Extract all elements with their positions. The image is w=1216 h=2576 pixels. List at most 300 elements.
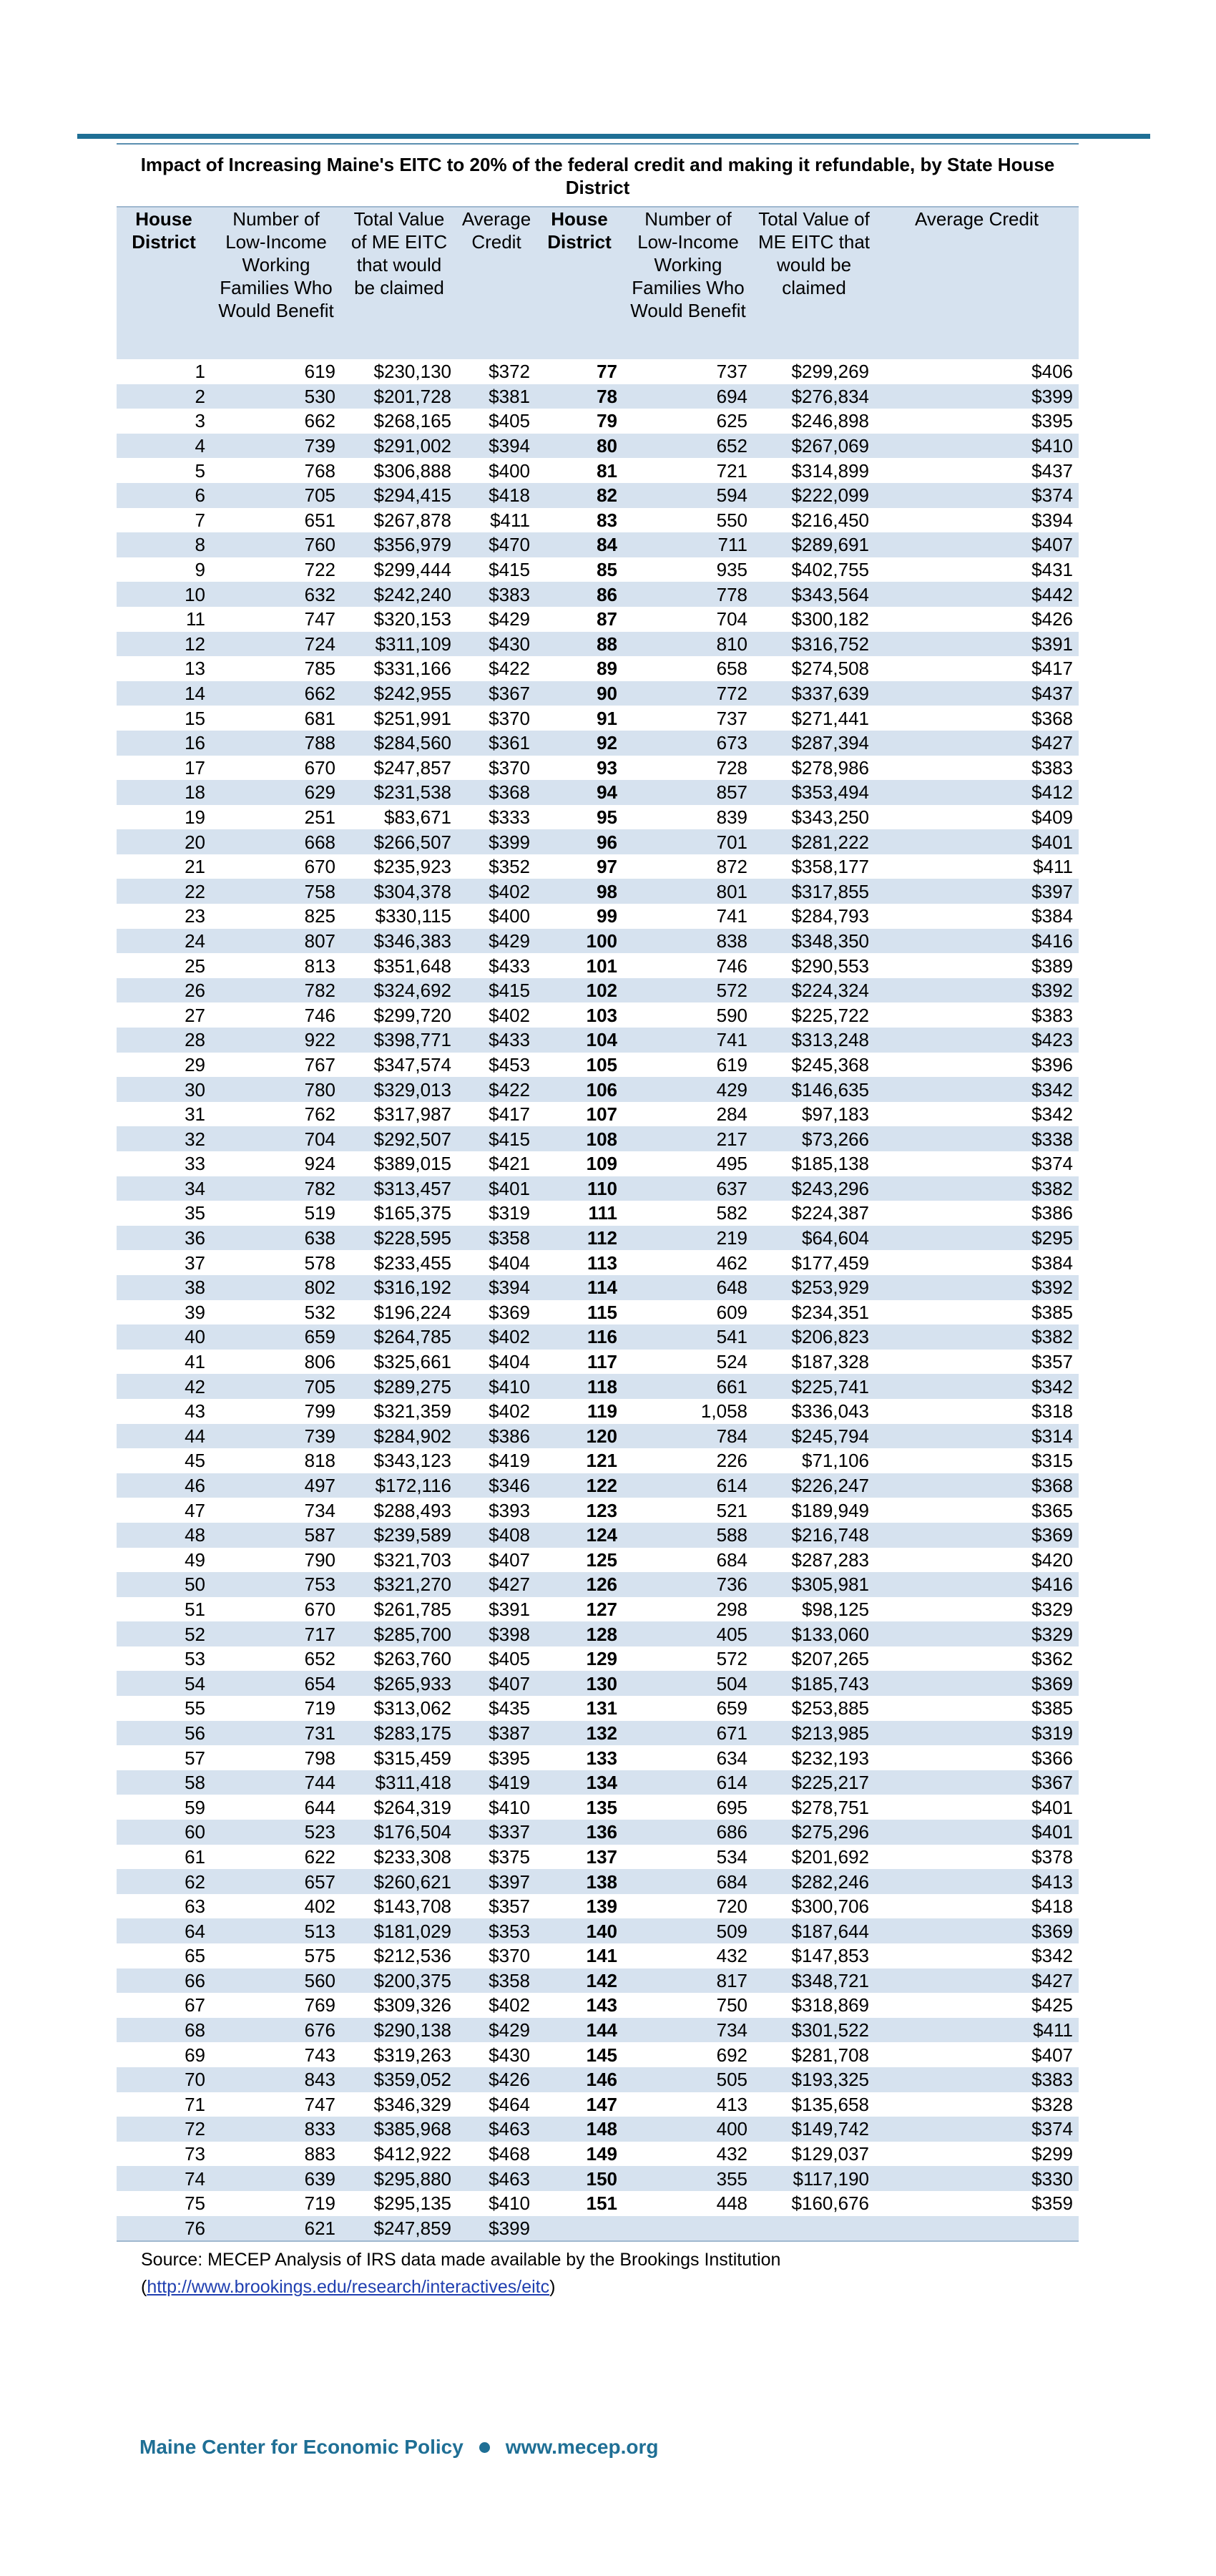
table-row	[117, 1053, 1079, 1078]
cell-average-credit-2: $342	[875, 1077, 1079, 1102]
cell-district: 28	[117, 1028, 211, 1053]
cell-district-2: 124	[536, 1523, 623, 1548]
table-row	[117, 1498, 1079, 1523]
cell-average-credit-2	[875, 2216, 1079, 2242]
cell-families-2: 734	[623, 2018, 753, 2043]
cell-average-credit-2: $367	[875, 1770, 1079, 1795]
cell-district: 36	[117, 1226, 211, 1251]
table-row	[117, 1993, 1079, 2018]
cell-total-value: $83,671	[384, 806, 451, 828]
col-header-house-district: House District	[117, 207, 211, 359]
cell-district-2: 96	[536, 829, 623, 854]
cell-total-value-2: $98,125	[802, 1598, 869, 1620]
cell-families-2: 582	[716, 1202, 747, 1224]
cell-district-2: 90	[536, 681, 623, 706]
cell-average-credit: $402	[457, 879, 536, 904]
cell-average-credit: $391	[489, 1598, 530, 1620]
cell-average-credit-2: $417	[1031, 658, 1073, 680]
cell-families: 670	[304, 756, 335, 779]
cell-average-credit-2: $374	[875, 483, 1079, 508]
cell-total-value: $292,507	[341, 1126, 457, 1151]
cell-families: 722	[304, 559, 335, 581]
cell-average-credit-2: $413	[875, 1869, 1079, 1894]
cell-total-value-2: $216,450	[791, 509, 869, 531]
cell-families: 676	[211, 2018, 341, 2043]
cell-total-value: $294,415	[341, 483, 457, 508]
table-row	[117, 458, 1079, 483]
cell-district: 17	[185, 756, 205, 779]
cell-total-value: $291,002	[341, 434, 457, 459]
cell-families: 813	[304, 955, 335, 977]
cell-total-value-2: $299,269	[791, 361, 869, 383]
cell-average-credit-2: $437	[875, 681, 1079, 706]
cell-average-credit-2: $391	[875, 632, 1079, 657]
cell-average-credit: $383	[457, 582, 536, 607]
cell-families: 668	[211, 829, 341, 854]
cell-district-2: 114	[536, 1275, 623, 1300]
cell-families-2: 625	[716, 410, 747, 432]
cell-district: 7	[195, 509, 205, 531]
cell-district-2: 106	[536, 1077, 623, 1102]
cell-district-2: 134	[536, 1770, 623, 1795]
cell-families-2: 704	[716, 608, 747, 630]
cell-total-value: $288,493	[373, 1499, 451, 1521]
cell-total-value: $251,991	[373, 707, 451, 729]
source-text: Source: MECEP Analysis of IRS data made available by the Brookings Institution	[141, 2250, 781, 2270]
table-row	[117, 632, 1079, 657]
cell-average-credit-2: $385	[1031, 1301, 1073, 1323]
cell-total-value: $347,574	[373, 1053, 451, 1075]
cell-average-credit: $401	[457, 1176, 536, 1201]
cell-average-credit-2: $442	[875, 582, 1079, 607]
cell-total-value-2: $206,823	[753, 1324, 875, 1350]
cell-district: 15	[185, 707, 205, 729]
cell-average-credit-2: $342	[875, 1374, 1079, 1399]
cell-district-2: 130	[536, 1671, 623, 1696]
cell-total-value: $233,455	[373, 1252, 451, 1274]
cell-families-2: 695	[716, 1796, 747, 1818]
cell-district: 37	[185, 1252, 205, 1274]
cell-families: 251	[304, 806, 335, 828]
cell-families-2: 817	[623, 1968, 753, 1994]
cell-total-value: $201,728	[341, 384, 457, 409]
cell-average-credit-2: $295	[875, 1226, 1079, 1251]
cell-total-value: $143,708	[373, 1896, 451, 1918]
cell-average-credit: $399	[457, 2216, 536, 2242]
cell-district: 63	[185, 1896, 205, 1918]
cell-average-credit-2: $411	[1033, 856, 1073, 878]
cell-total-value-2: $289,691	[753, 532, 875, 557]
cell-district: 55	[185, 1697, 205, 1719]
cell-families-2: 741	[716, 905, 747, 927]
cell-average-credit-2: $389	[1031, 955, 1073, 977]
cell-average-credit: $410	[489, 1796, 530, 1818]
cell-district-2: 102	[536, 978, 623, 1003]
cell-average-credit: $357	[489, 1896, 530, 1918]
cell-families: 523	[211, 1820, 341, 1845]
table-row	[117, 1943, 1079, 1968]
cell-families-2: 614	[623, 1473, 753, 1498]
cell-district-2: 84	[536, 532, 623, 557]
cell-total-value-2: $287,283	[791, 1548, 869, 1571]
cell-district-2: 145	[586, 2044, 617, 2066]
cell-average-credit: $433	[489, 955, 530, 977]
cell-families: 670	[304, 856, 335, 878]
cell-total-value: $299,444	[373, 559, 451, 581]
cell-average-credit-2: $383	[875, 2067, 1079, 2092]
cell-families: 769	[304, 1994, 335, 2016]
cell-total-value-2: $187,644	[753, 1918, 875, 1943]
cell-families: 575	[304, 1945, 335, 1967]
cell-district-2: 100	[536, 929, 623, 954]
cell-average-credit: $430	[457, 632, 536, 657]
cell-average-credit-2: $426	[1031, 608, 1073, 630]
table-row	[117, 2117, 1079, 2142]
cell-average-credit-2: $394	[1031, 509, 1073, 531]
cell-families-2: 462	[716, 1252, 747, 1274]
cell-district-2: 115	[587, 1301, 617, 1323]
cell-district: 53	[185, 1648, 205, 1670]
cell-total-value: $247,859	[341, 2216, 457, 2242]
cell-average-credit-2: $386	[1031, 1202, 1073, 1224]
source-link-open: (	[141, 2277, 147, 2298]
cell-total-value-2: $193,325	[753, 2067, 875, 2092]
cell-families-2: 405	[623, 1621, 753, 1646]
table-row	[117, 1770, 1079, 1795]
cell-district: 16	[117, 731, 211, 756]
cell-total-value: $313,062	[373, 1697, 451, 1719]
cell-families-2: 504	[623, 1671, 753, 1696]
cell-total-value-2: $185,743	[753, 1671, 875, 1696]
table-row	[117, 1126, 1079, 1151]
cell-average-credit: $429	[457, 2018, 536, 2043]
table-row	[117, 1275, 1079, 1300]
cell-total-value-2: $300,706	[791, 1896, 869, 1918]
cell-district-2: 81	[597, 459, 617, 482]
cell-families-2: 495	[716, 1153, 747, 1175]
cell-total-value-2: $271,441	[791, 707, 869, 729]
cell-total-value: $346,383	[341, 929, 457, 954]
cell-total-value: $261,785	[373, 1598, 451, 1620]
cell-average-credit-2: $385	[1031, 1697, 1073, 1719]
cell-total-value: $176,504	[341, 1820, 457, 1845]
cell-families-2: 684	[716, 1548, 747, 1571]
table-body	[117, 359, 1079, 2241]
table-row	[117, 1201, 1079, 1226]
cell-families: 762	[304, 1103, 335, 1126]
cell-total-value-2: $64,604	[753, 1226, 875, 1251]
cell-families: 705	[211, 1374, 341, 1399]
cell-average-credit: $435	[489, 1697, 530, 1719]
cell-families: 768	[304, 459, 335, 482]
cell-average-credit-2: $401	[875, 829, 1079, 854]
cell-families: 719	[304, 2192, 335, 2215]
cell-families: 883	[304, 2143, 335, 2165]
cell-district-2: 109	[586, 1153, 617, 1175]
cell-district: 32	[117, 1126, 211, 1151]
cell-total-value: $320,153	[373, 608, 451, 630]
cell-average-credit: $422	[489, 658, 530, 680]
source-link[interactable]: http://www.brookings.edu/research/interactives/eitc	[147, 2277, 550, 2298]
cell-district-2: 107	[586, 1103, 617, 1126]
cell-average-credit: $405	[489, 410, 530, 432]
cell-families: 739	[211, 434, 341, 459]
cell-average-credit: $337	[457, 1820, 536, 1845]
cell-average-credit-2: $338	[875, 1126, 1079, 1151]
cell-district: 71	[185, 2093, 205, 2115]
cell-total-value: $346,329	[373, 2093, 451, 2115]
cell-total-value-2: $287,394	[753, 731, 875, 756]
cell-total-value: $385,968	[341, 2117, 457, 2142]
cell-families: 638	[211, 1226, 341, 1251]
cell-families: 578	[304, 1252, 335, 1274]
cell-total-value-2: $147,853	[791, 1945, 869, 1967]
table-row	[117, 1646, 1079, 1672]
table-row	[117, 1473, 1079, 1498]
cell-families: 780	[211, 1077, 341, 1102]
cell-families: 739	[211, 1424, 341, 1449]
cell-families: 717	[211, 1621, 341, 1646]
cell-district-2: 142	[536, 1968, 623, 1994]
cell-district-2: 86	[536, 582, 623, 607]
cell-average-credit: $464	[489, 2093, 530, 2115]
cell-average-credit: $369	[489, 1301, 530, 1323]
cell-district: 3	[195, 410, 205, 432]
source-note	[117, 2242, 1079, 2301]
cell-district-2: 111	[588, 1202, 617, 1224]
table-row	[117, 2166, 1079, 2191]
cell-district: 2	[117, 384, 211, 409]
cell-average-credit: $386	[457, 1424, 536, 1449]
cell-average-credit: $370	[489, 707, 530, 729]
cell-families: 402	[304, 1896, 335, 1918]
cell-total-value-2: $135,658	[791, 2093, 869, 2115]
cell-families: 798	[304, 1747, 335, 1769]
table-row	[117, 1845, 1079, 1870]
cell-total-value-2: $185,138	[791, 1153, 869, 1175]
cell-families: 662	[304, 410, 335, 432]
cell-district: 26	[117, 978, 211, 1003]
cell-average-credit: $395	[489, 1747, 530, 1769]
cell-average-credit-2: $369	[875, 1523, 1079, 1548]
cell-district: 50	[117, 1572, 211, 1597]
cell-total-value: $331,166	[373, 658, 451, 680]
cell-average-credit: $372	[489, 361, 530, 383]
cell-families: 782	[211, 1176, 341, 1201]
cell-average-credit: $463	[457, 2117, 536, 2142]
cell-district-2: 79	[597, 410, 617, 432]
cell-district-2: 139	[586, 1896, 617, 1918]
cell-total-value: $264,319	[373, 1796, 451, 1818]
table-row	[117, 1350, 1079, 1375]
cell-district: 46	[117, 1473, 211, 1498]
cell-total-value-2: $343,250	[791, 806, 869, 828]
cell-families: 644	[304, 1796, 335, 1818]
cell-average-credit-2: $342	[1031, 1103, 1073, 1126]
cell-average-credit-2: $369	[875, 1918, 1079, 1943]
cell-families: 513	[211, 1918, 341, 1943]
cell-average-credit: $358	[457, 1226, 536, 1251]
cell-district: 47	[185, 1499, 205, 1521]
cell-district: 21	[185, 856, 205, 878]
cell-district: 66	[117, 1968, 211, 1994]
cell-district: 14	[117, 681, 211, 706]
cell-total-value: $165,375	[373, 1202, 451, 1224]
cell-families-2: 652	[623, 434, 753, 459]
cell-total-value: $284,902	[341, 1424, 457, 1449]
cell-average-credit: $402	[489, 1004, 530, 1026]
cell-average-credit: $463	[457, 2166, 536, 2191]
table-row	[117, 2018, 1079, 2043]
cell-families-2: 736	[623, 1572, 753, 1597]
bullet-dot-icon	[479, 2442, 490, 2453]
cell-district: 45	[185, 1450, 205, 1472]
cell-families: 785	[304, 658, 335, 680]
cell-families: 782	[211, 978, 341, 1003]
cell-average-credit: $381	[457, 384, 536, 409]
cell-district: 44	[117, 1424, 211, 1449]
cell-total-value: $321,270	[341, 1572, 457, 1597]
cell-total-value-2: $234,351	[791, 1301, 869, 1323]
cell-total-value-2: $243,296	[753, 1176, 875, 1201]
cell-district-2: 94	[536, 780, 623, 805]
eitc-table	[117, 206, 1079, 2242]
cell-total-value-2: $133,060	[753, 1621, 875, 1646]
cell-families-2: 524	[716, 1351, 747, 1373]
cell-district: 62	[117, 1869, 211, 1894]
cell-average-credit: $352	[489, 856, 530, 878]
footer-site[interactable]: www.mecep.org	[505, 2436, 659, 2458]
table-row	[117, 359, 1079, 384]
cell-total-value-2: $97,183	[802, 1103, 869, 1126]
cell-families-2: 658	[716, 658, 747, 680]
table-row	[117, 582, 1079, 607]
cell-district: 61	[185, 1845, 205, 1868]
cell-district: 33	[185, 1153, 205, 1175]
cell-total-value: $321,359	[373, 1400, 451, 1423]
cell-district: 19	[185, 806, 205, 828]
cell-total-value-2: $274,508	[791, 658, 869, 680]
cell-families-2: 839	[716, 806, 747, 828]
cell-total-value: $316,192	[341, 1275, 457, 1300]
cell-total-value: $260,621	[341, 1869, 457, 1894]
cell-families-2: 534	[716, 1845, 747, 1868]
cell-district-2: 119	[587, 1400, 617, 1423]
cell-total-value: $325,661	[373, 1351, 451, 1373]
cell-total-value-2: $348,721	[753, 1968, 875, 1994]
cell-families: 746	[304, 1004, 335, 1026]
cell-families-2: 609	[716, 1301, 747, 1323]
cell-total-value: $242,240	[341, 582, 457, 607]
cell-average-credit-2: $342	[1031, 1945, 1073, 1967]
table-row	[117, 384, 1079, 409]
cell-families: 662	[211, 681, 341, 706]
cell-average-credit: $361	[457, 731, 536, 756]
cell-district-2: 123	[586, 1499, 617, 1521]
table-row	[117, 1151, 1079, 1176]
cell-families-2: 810	[623, 632, 753, 657]
cell-families: 734	[304, 1499, 335, 1521]
cell-district-2: 101	[586, 955, 617, 977]
cell-district: 49	[185, 1548, 205, 1571]
cell-families-2: 720	[716, 1896, 747, 1918]
cell-district: 68	[117, 2018, 211, 2043]
cell-district: 54	[117, 1671, 211, 1696]
cell-families: 651	[304, 509, 335, 531]
cell-district-2: 108	[536, 1126, 623, 1151]
cell-families-2: 541	[623, 1324, 753, 1350]
cell-district: 73	[185, 2143, 205, 2165]
cell-families: 747	[304, 608, 335, 630]
cell-average-credit: $399	[457, 829, 536, 854]
cell-total-value: $299,720	[373, 1004, 451, 1026]
cell-district-2: 91	[597, 707, 617, 729]
table-row	[117, 1869, 1079, 1894]
cell-families: 532	[304, 1301, 335, 1323]
table-row	[117, 1028, 1079, 1053]
cell-families-2: 432	[716, 2143, 747, 2165]
table-row	[117, 1250, 1079, 1275]
cell-total-value: $290,138	[341, 2018, 457, 2043]
table-row	[117, 409, 1079, 434]
cell-total-value: $196,224	[373, 1301, 451, 1323]
table-row	[117, 2092, 1079, 2117]
cell-average-credit: $333	[489, 806, 530, 828]
cell-average-credit: $358	[457, 1968, 536, 1994]
table-row	[117, 829, 1079, 854]
cell-average-credit-2: $382	[875, 1176, 1079, 1201]
cell-total-value: $212,536	[373, 1945, 451, 1967]
cell-total-value: $233,308	[373, 1845, 451, 1868]
cell-total-value-2: $187,328	[791, 1351, 869, 1373]
table-row	[117, 2216, 1079, 2242]
cell-families: 659	[211, 1324, 341, 1350]
cell-district: 30	[117, 1077, 211, 1102]
cell-families: 731	[211, 1721, 341, 1746]
cell-district: 39	[185, 1301, 205, 1323]
cell-district: 20	[117, 829, 211, 854]
cell-district-2: 87	[597, 608, 617, 630]
cell-families-2: 637	[623, 1176, 753, 1201]
cell-district: 57	[185, 1747, 205, 1769]
cell-average-credit-2: $392	[875, 1275, 1079, 1300]
cell-district-2: 110	[536, 1176, 623, 1201]
cell-families-2: 521	[716, 1499, 747, 1521]
cell-total-value: $268,165	[373, 410, 451, 432]
cell-district-2: 104	[536, 1028, 623, 1053]
cell-district-2: 121	[586, 1450, 617, 1472]
table-row	[117, 656, 1079, 681]
cell-total-value-2: $282,246	[753, 1869, 875, 1894]
cell-average-credit: $402	[489, 1400, 530, 1423]
cell-families-2: 400	[623, 2117, 753, 2142]
cell-average-credit: $368	[457, 780, 536, 805]
table-row	[117, 1696, 1079, 1721]
cell-families: 818	[304, 1450, 335, 1472]
cell-total-value: $343,123	[373, 1450, 451, 1472]
cell-district-2: 93	[597, 756, 617, 779]
cell-average-credit-2: $397	[875, 879, 1079, 904]
cell-district-2: 138	[536, 1869, 623, 1894]
cell-total-value: $265,933	[341, 1671, 457, 1696]
cell-average-credit: $429	[457, 929, 536, 954]
cell-average-credit: $402	[489, 1994, 530, 2016]
col-header-families: Number of Low-Income Working Families Who Would Benefit	[211, 207, 341, 359]
cell-average-credit-2: $412	[875, 780, 1079, 805]
cell-district: 52	[117, 1621, 211, 1646]
cell-district-2: 116	[536, 1324, 623, 1350]
cell-families-2: 590	[716, 1004, 747, 1026]
